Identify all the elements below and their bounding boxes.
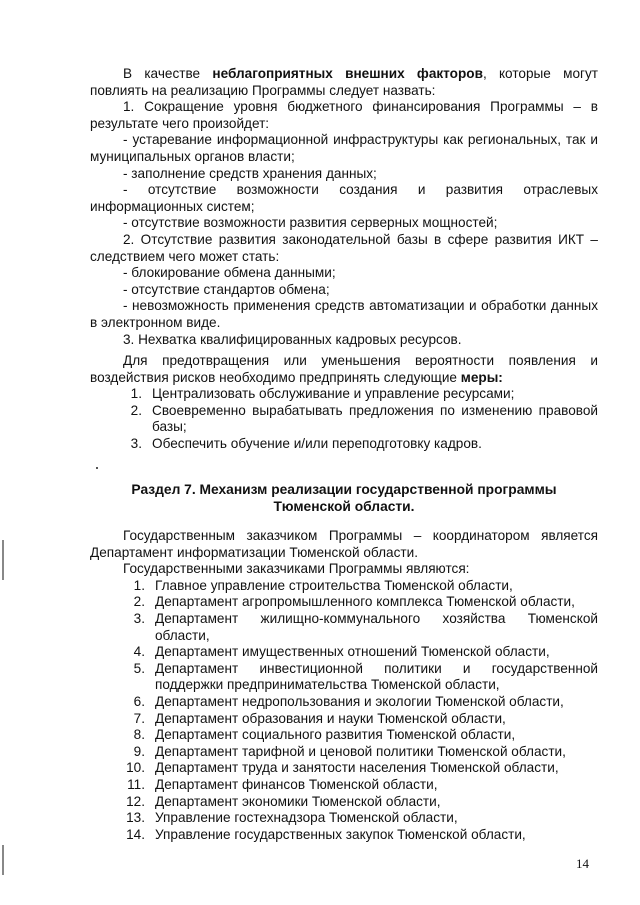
risks-intro: В качестве неблагоприятных внешних факторов, которые могут повлиять на реализацию Программы следует назвать: [90,66,598,98]
customer-list-item: 7. Департамент образования и науки Тюменской области, [133,710,506,726]
measure-item: 2. Своевременно вырабатывать предложения по изменению правовой базы; [130,402,598,435]
measures-intro: Для предотвращения или уменьшения вероятности появления и воздействия рисков необходимо предпринять следующие меры: [90,353,598,385]
scan-edge-mark [2,845,4,875]
measure-item: 3. Обеспечить обучение и/или переподготовку кадров. [130,435,482,451]
risk-item-3: 3. Нехватка квалифицированных кадровых ресурсов. [123,331,462,347]
section-7-customers-intro: Государственными заказчиками Программы являются: [123,561,470,577]
page-number: 14 [576,856,589,871]
customer-list [90,578,598,844]
risk-item-2-sub: - отсутствие стандартов обмена; [123,281,330,297]
customer-list-item: 14. Управление государственных закупок Тюменской области, [126,826,526,842]
customer-list-item: 11. Департамент финансов Тюменской области, [127,776,438,792]
risk-item-1: 1. Сокращение уровня бюджетного финансирования Программы – в результате чего произойдет: [90,99,598,131]
measures-block [90,353,598,453]
risks-block [90,66,598,348]
customer-list-item: 6. Департамент недропользования и экологии Тюменской области, [133,693,564,709]
customer-list-item: 3. Департамент жилищно-коммунального хозяйства Тюменской области, [133,610,598,643]
measure-item: 1. Централизовать обслуживание и управление ресурсами; [130,386,515,402]
customer-list-item: 5. Департамент инвестиционной политики и государственной поддержки предпринимательства Тюменской области, [133,660,598,693]
customer-list-item: 10. Департамент труда и занятости населения Тюменской области, [126,760,559,776]
section-7-heading: Раздел 7. Механизм реализации государственной программы Тюменской области. [131,482,557,514]
risk-item-2-sub: - блокирование обмена данными; [123,265,336,281]
customer-list-item: 4. Департамент имущественных отношений Тюменской области, [133,644,550,660]
risk-item-1-sub: - заполнение средств хранения данных; [123,165,377,181]
customer-list-item: 2. Департамент агропромышленного комплекса Тюменской области, [133,594,575,610]
risk-item-2-sub: - невозможность применения средств автоматизации и обработки данных в электронном виде. [90,298,598,330]
customer-list-item: 13. Управление гостехнадзора Тюменской области, [126,810,458,826]
section-7-body [90,528,598,843]
scan-edge-mark [2,540,4,580]
customer-list-item: 8. Департамент социального развития Тюменской области, [133,727,516,743]
section-7-coordinator: Государственным заказчиком Программы – координатором является Департамент информатизации Тюменской области. [90,528,598,560]
risk-item-1-sub: - отсутствие возможности создания и развития отраслевых информационных систем; [90,182,598,214]
customer-list-item: 12. Департамент экономики Тюменской области, [126,793,441,809]
customer-list-item: 9. Департамент тарифной и ценовой политики Тюменской области, [133,743,566,759]
scan-speck [96,467,98,469]
customer-list-item: 1. Главное управление строительства Тюменской области, [133,577,513,593]
risk-item-2: 2. Отсутствие развития законодательной базы в сфере развития ИКТ – следствием чего может стать: [90,231,598,264]
risk-item-1-sub: - отсутствие возможности развития серверных мощностей; [123,215,498,231]
risk-item-1-sub: - устаревание информационной инфраструктуры как региональных, так и муниципальных органов власти; [90,132,598,164]
